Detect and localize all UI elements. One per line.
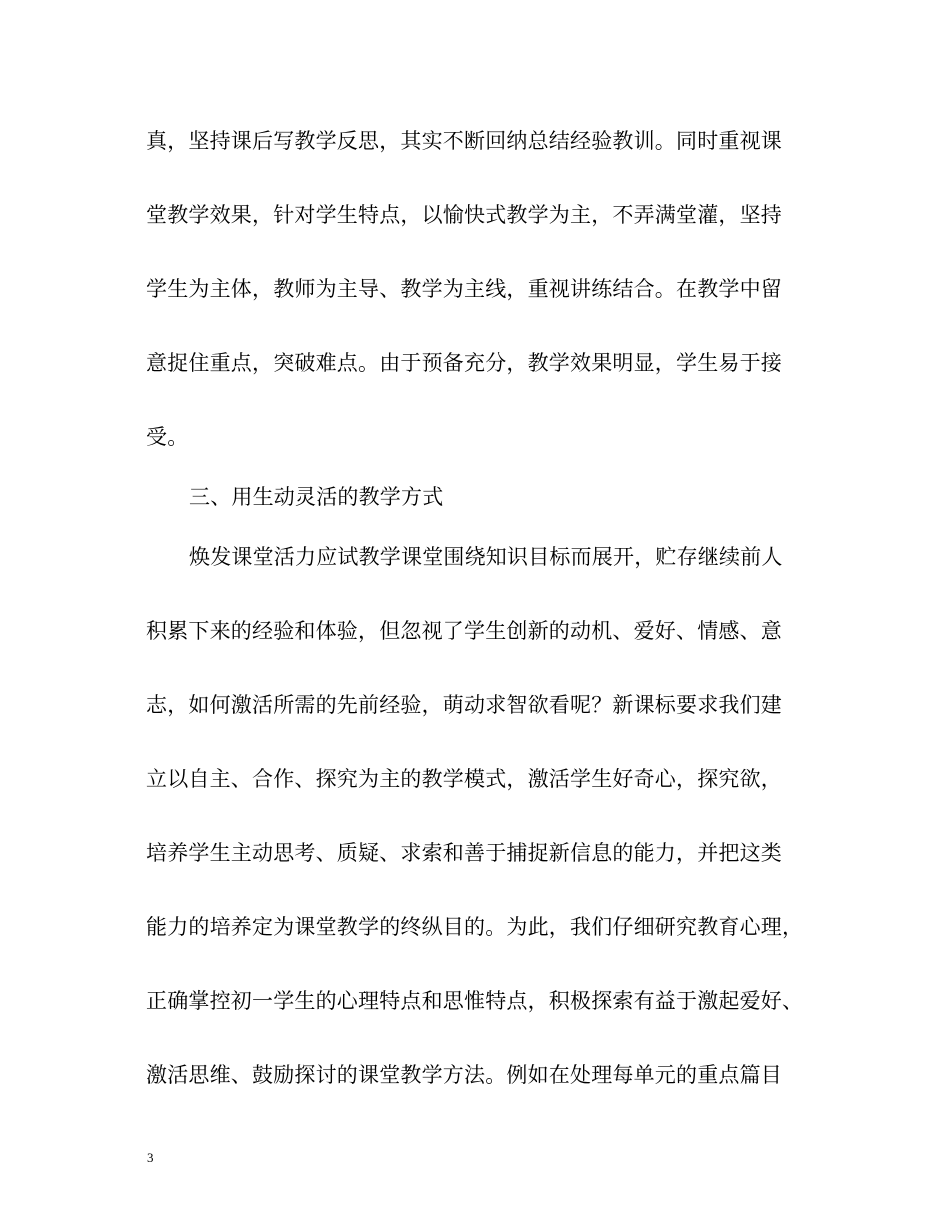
body-line: 激活思维、鼓励探讨的课堂教学方法。例如在处理每单元的重点篇目 bbox=[146, 1063, 782, 1087]
body-line: 培养学生主动思考、质疑、求索和善于捕捉新信息的能力，并把这类 bbox=[146, 841, 782, 865]
body-line: 能力的培养定为课堂教学的终纵目的。为此，我们仔细研究教育心理， bbox=[146, 915, 804, 939]
body-line: 意捉住重点，突破难点。由于预备充分，教学效果明显，学生易于接 bbox=[146, 351, 782, 375]
body-line: 正确掌控初一学生的心理特点和思惟特点，积极探索有益于激起爱好、 bbox=[146, 989, 804, 1013]
body-line: 学生为主体，教师为主导、教学为主线，重视讲练结合。在教学中留 bbox=[146, 277, 782, 301]
body-line: 立以自主、合作、探究为主的教学模式，激活学生好奇心，探究欲， bbox=[146, 767, 782, 791]
page-number: 3 bbox=[147, 1150, 154, 1165]
section-heading: 三、用生动灵活的教学方式 bbox=[189, 485, 444, 509]
body-line: 真，坚持课后写教学反思，其实不断回纳总结经验教训。同时重视课 bbox=[146, 129, 782, 153]
body-line: 受。 bbox=[146, 425, 189, 449]
body-line: 志，如何激活所需的先前经验，萌动求智欲看呢？新课标要求我们建 bbox=[146, 693, 782, 717]
body-line: 堂教学效果，针对学生特点，以愉快式教学为主，不弄满堂灌，坚持 bbox=[146, 203, 782, 227]
body-line: 积累下来的经验和体验，但忽视了学生创新的动机、爱好、情感、意 bbox=[146, 619, 782, 643]
paragraph-first-line: 焕发课堂活力应试教学课堂围绕知识目标而展开，贮存继续前人 bbox=[189, 545, 783, 569]
